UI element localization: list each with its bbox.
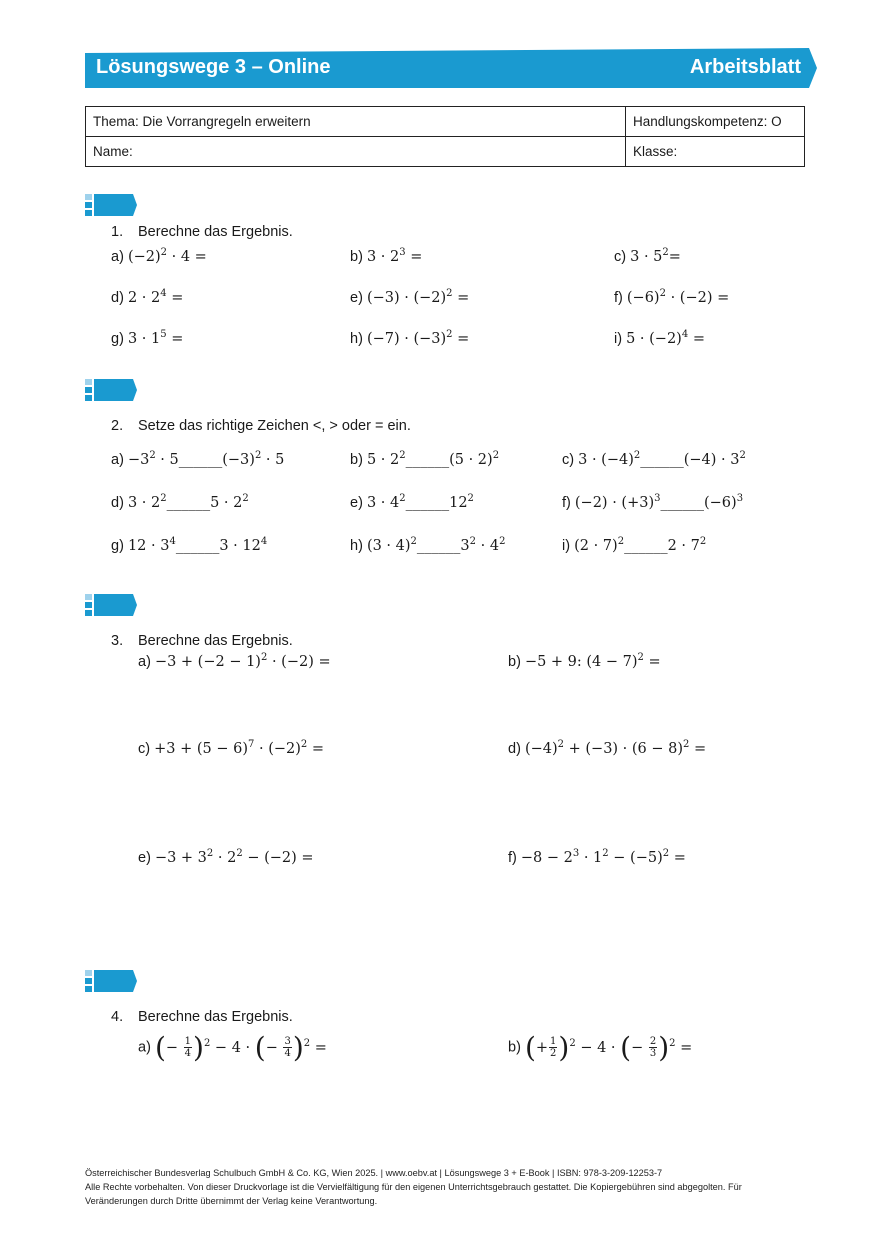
- task-2-item: $a) -3^2$ · $5\_\_\_\_\_\_(-3)^2 \cdot 5$: [111, 450, 285, 468]
- footer-line: Alle Rechte vorbehalten. Von dieser Druckvorlage ist die Vervielfältigung für den eigenen Unterrichtsgebrauch gestattet. Die Kopiergebühren sind abgegolten. Für: [85, 1182, 742, 1192]
- math-expression: $5 \cdot (-2)^4$ =: [626, 329, 705, 347]
- task-1-item: h) $(-7) \cdot (-3)^2$ =: [350, 329, 470, 347]
- name-field[interactable]: Name:: [86, 137, 626, 167]
- task-instruction: Setze das richtige Zeichen <, > oder = ein.: [138, 418, 411, 434]
- math-expression: $3 \cdot 4^2\_\_\_\_\_\_12^2$: [366, 493, 474, 511]
- task-1-item: e) $(-3) \cdot (-2)^2$ =: [350, 288, 470, 306]
- task-1-item: g) $3 \cdot 1^5$ =: [111, 329, 184, 347]
- worksheet-type: Arbeitsblatt: [689, 56, 801, 78]
- task-number: 3.: [111, 633, 124, 649]
- task-2-item: d) $3 \cdot 2^2\_\_\_\_\_\_5 \cdot 2^2$: [111, 493, 249, 511]
- task-4-heading: [111, 1009, 293, 1025]
- math-expression: $-3 + 3^2 \cdot 2^2 - (-2)$ =: [154, 848, 314, 866]
- task-4-item: a) (− $\frac{1}{4}$ )$^2$ − 4 · (− $\frac{3}{4}$ )$^2$ =: [138, 1030, 327, 1064]
- task-3-item: b) −5 + 9: $(4 - 7)^2$ =: [508, 652, 661, 670]
- task-1-item: f) $(-6)^2 \cdot (-2)$ =: [614, 288, 730, 306]
- task-2-item: g) $12 \cdot 3^4\_\_\_\_\_\_3 \cdot 12^4$: [111, 536, 268, 554]
- task-3-item: $e) -3 + 3^2 \cdot 2^2 - (-2)$ =: [138, 848, 314, 866]
- math-expression: $+3 + (5 - 6)^7 \cdot (-2)^2$ =: [154, 739, 325, 757]
- math-expression: $2 \cdot 2^4$ =: [127, 288, 184, 306]
- footer-line: Österreichischer Bundesverlag Schulbuch GmbH & Co. KG, Wien 2025. | www.oebv.at | Lösungswege 3 + E-Book | ISBN: 978-3-209-12253-7: [85, 1168, 663, 1178]
- task-3-item: $a) -3 + (-2 - 1)^2 \cdot (-2)$ =: [138, 652, 331, 670]
- math-expression: (− $\frac{1}{4}$ )$^2$ − 4 · (− $\frac{3}{4}$ )$^2$ =: [154, 1030, 327, 1064]
- math-expression: $(-2)^2 \cdot 4$ =: [127, 247, 207, 265]
- task-3-heading: [111, 633, 293, 649]
- math-expression: $3 \cdot 2^3$ =: [366, 247, 423, 265]
- task-instruction: Berechne das Ergebnis.: [138, 633, 293, 649]
- section-marker-icon: [85, 970, 137, 992]
- math-expression: $(-4)^2 + (-3) \cdot (6 - 8)^2$ =: [524, 739, 707, 757]
- task-2-item: b) $5 \cdot 2^2\_\_\_\_\_\_(5 \cdot 2)^2$: [350, 450, 500, 468]
- task-3-item: $c) +3 + (5 - 6)^7 \cdot (-2)^2$ =: [138, 739, 325, 757]
- footer-legal: [85, 1166, 805, 1208]
- task-number: 2.: [111, 418, 124, 434]
- math-expression: $(-6)^2 \cdot (-2)$ =: [626, 288, 730, 306]
- header-banner: [85, 48, 817, 88]
- section-marker-icon: [85, 379, 137, 401]
- worksheet-title: Lösungswege 3 – Online: [96, 56, 331, 78]
- task-2-heading: [111, 418, 411, 434]
- task-instruction: Berechne das Ergebnis.: [138, 224, 293, 240]
- math-expression: $3 \cdot (-4)^2\_\_\_\_\_\_(-4) \cdot 3^2$: [578, 450, 746, 468]
- math-expression: $3 \cdot 5^2=$: [630, 247, 681, 265]
- task-1-item: b) $3 \cdot 2^3$ =: [350, 247, 423, 265]
- section-marker-icon: [85, 194, 137, 216]
- task-1-heading: [111, 224, 293, 240]
- math-expression: $3 \cdot 1^5$ =: [127, 329, 184, 347]
- task-1-item: c) $3 \cdot 5^2=$: [614, 247, 681, 265]
- footer-line: Veränderungen durch Dritte übernimmt der Verlag keine Verantwortung.: [85, 1196, 378, 1206]
- math-expression: $12 \cdot 3^4\_\_\_\_\_\_3 \cdot 12^4$: [127, 536, 268, 554]
- task-instruction: Berechne das Ergebnis.: [138, 1009, 293, 1025]
- task-1-item: i) $5 \cdot (-2)^4$ =: [614, 329, 705, 347]
- math-expression: $-3^2$ · $5\_\_\_\_\_\_(-3)^2 \cdot 5$: [127, 450, 285, 468]
- task-1-item: d) $2 \cdot 2^4$ =: [111, 288, 184, 306]
- info-table: [85, 106, 805, 167]
- task-3-item: d) $(-4)^2 + (-3) \cdot (6 - 8)^2$ =: [508, 739, 707, 757]
- math-expression: (+ $\frac{1}{2}$ )$^2$ − 4 · (− $\frac{2}{3}$ )$^2$ =: [524, 1030, 693, 1064]
- math-expression: $-3 + (-2 - 1)^2 \cdot (-2)$ =: [154, 652, 331, 670]
- task-2-item: c) $3 \cdot (-4)^2\_\_\_\_\_\_(-4) \cdot 3^2$: [562, 450, 746, 468]
- klasse-field[interactable]: Klasse:: [626, 137, 805, 167]
- math-expression: $3 \cdot 2^2\_\_\_\_\_\_5 \cdot 2^2$: [127, 493, 249, 511]
- task-1-item: a) $(-2)^2 \cdot 4$ =: [111, 247, 207, 265]
- section-marker-icon: [85, 594, 137, 616]
- math-expression: $(2 \cdot 7)^2\_\_\_\_\_\_2 \cdot 7^2$: [574, 536, 707, 554]
- task-number: 4.: [111, 1009, 124, 1025]
- math-expression: $(3 \cdot 4)^2\_\_\_\_\_\_3^2 \cdot 4^2$: [366, 536, 506, 554]
- math-expression: −5 + 9: $(4 - 7)^2$ =: [524, 652, 661, 670]
- task-4-item: b) (+ $\frac{1}{2}$ )$^2$ − 4 · (− $\frac{2}{3}$ )$^2$ =: [508, 1030, 693, 1064]
- math-expression: $(-3) \cdot (-2)^2$ =: [366, 288, 470, 306]
- math-expression: $(-7) \cdot (-3)^2$ =: [366, 329, 470, 347]
- thema-cell: Thema: Die Vorrangregeln erweitern: [86, 107, 626, 137]
- task-3-item: $f) -8 - 2^3 \cdot 1^2 - (-5)^2$ =: [508, 848, 686, 866]
- task-2-item: e) $3 \cdot 4^2\_\_\_\_\_\_12^2$: [350, 493, 474, 511]
- task-2-item: h) $(3 \cdot 4)^2\_\_\_\_\_\_3^2 \cdot 4^2$: [350, 536, 506, 554]
- math-expression: $(-2) \cdot (+3)^3\_\_\_\_\_\_(-6)^3$: [574, 493, 744, 511]
- task-number: 1.: [111, 224, 124, 240]
- math-expression: $5 \cdot 2^2\_\_\_\_\_\_(5 \cdot 2)^2$: [366, 450, 500, 468]
- kompetenz-cell: Handlungskompetenz: O: [626, 107, 805, 137]
- task-2-item: f) $(-2) \cdot (+3)^3\_\_\_\_\_\_(-6)^3$: [562, 493, 744, 511]
- math-expression: $-8 - 2^3 \cdot 1^2 - (-5)^2$ =: [520, 848, 686, 866]
- task-2-item: i) $(2 \cdot 7)^2\_\_\_\_\_\_2 \cdot 7^2$: [562, 536, 707, 554]
